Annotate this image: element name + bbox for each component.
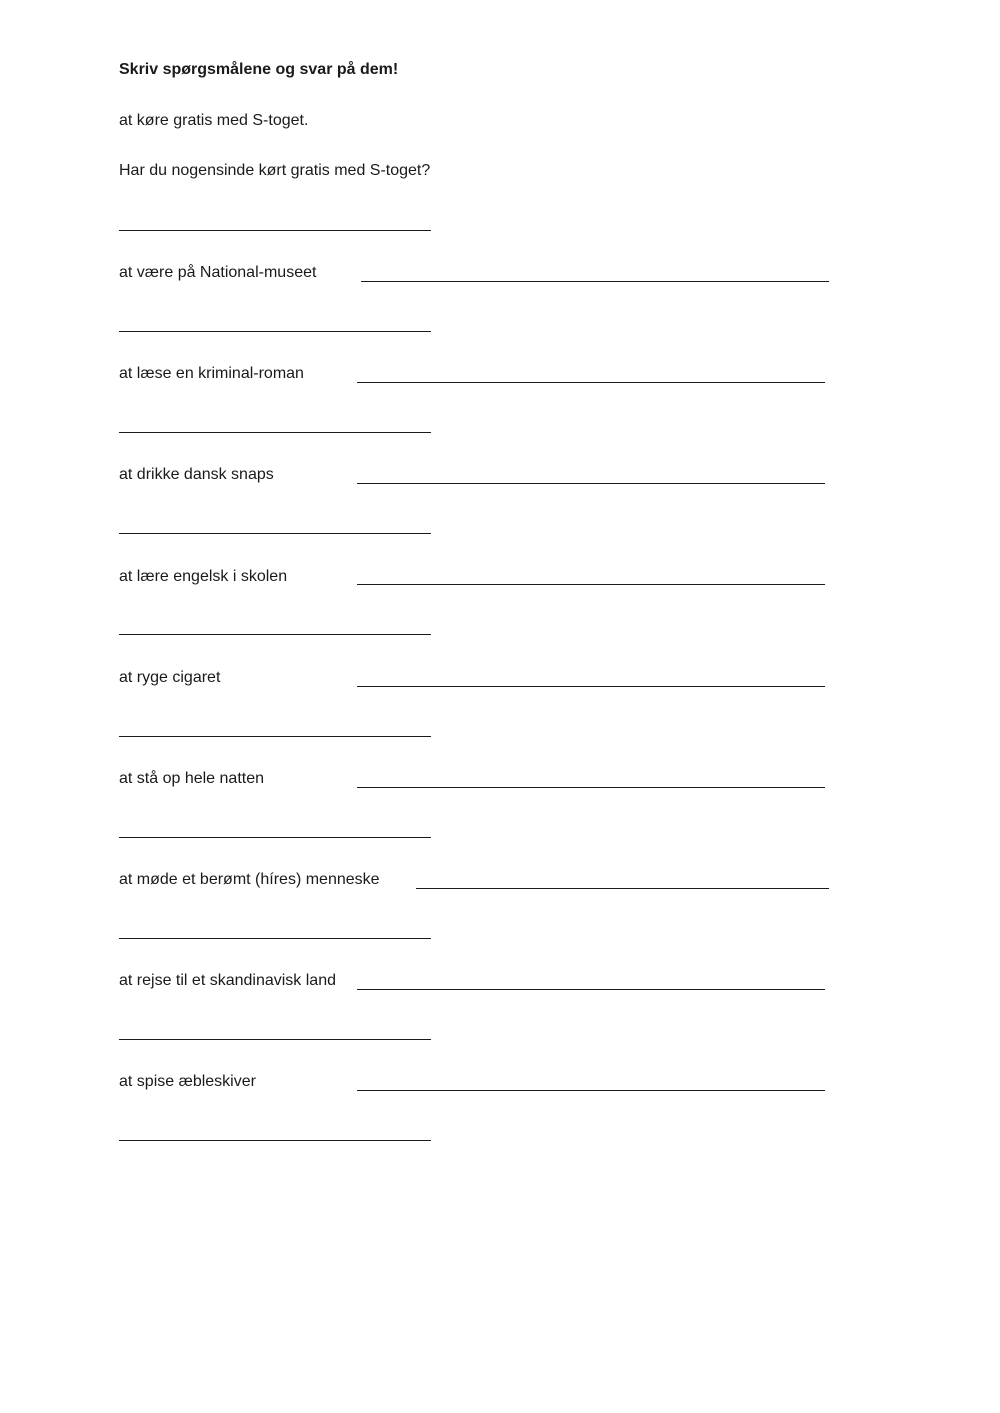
question-line-7[interactable]: [416, 888, 829, 889]
prompt-6: at stå op hele natten: [119, 770, 264, 787]
example-question: Har du nogensinde kørt gratis med S-toget?: [119, 162, 431, 179]
question-line-3[interactable]: [357, 483, 825, 484]
question-line-9[interactable]: [357, 1090, 825, 1091]
answer-line-3[interactable]: [119, 533, 431, 534]
answer-line-9[interactable]: [119, 1140, 431, 1141]
answer-line-1[interactable]: [119, 331, 431, 332]
question-line-2[interactable]: [357, 382, 825, 383]
answer-line-2[interactable]: [119, 432, 431, 433]
prompt-3: at drikke dansk snaps: [119, 466, 274, 483]
prompt-5: at ryge cigaret: [119, 669, 221, 686]
answer-line-5[interactable]: [119, 736, 431, 737]
example-answer-line[interactable]: [119, 230, 431, 231]
question-line-8[interactable]: [357, 989, 825, 990]
worksheet-title: Skriv spørgsmålene og svar på dem!: [119, 61, 399, 78]
question-line-4[interactable]: [357, 584, 825, 585]
question-line-5[interactable]: [357, 686, 825, 687]
prompt-4: at lære engelsk i skolen: [119, 568, 288, 585]
prompt-7: at møde et berømt (híres) menneske: [119, 871, 380, 888]
question-line-1[interactable]: [361, 281, 829, 282]
prompt-8: at rejse til et skandinavisk land: [119, 972, 336, 989]
answer-line-4[interactable]: [119, 634, 431, 635]
question-line-6[interactable]: [357, 787, 825, 788]
answer-line-6[interactable]: [119, 837, 431, 838]
prompt-9: at spise æbleskiver: [119, 1073, 256, 1090]
prompt-2: at læse en kriminal-roman: [119, 365, 304, 382]
prompt-1: at være på National-museet: [119, 264, 317, 281]
answer-line-8[interactable]: [119, 1039, 431, 1040]
answer-line-7[interactable]: [119, 938, 431, 939]
example-prompt: at køre gratis med S-toget.: [119, 112, 309, 129]
